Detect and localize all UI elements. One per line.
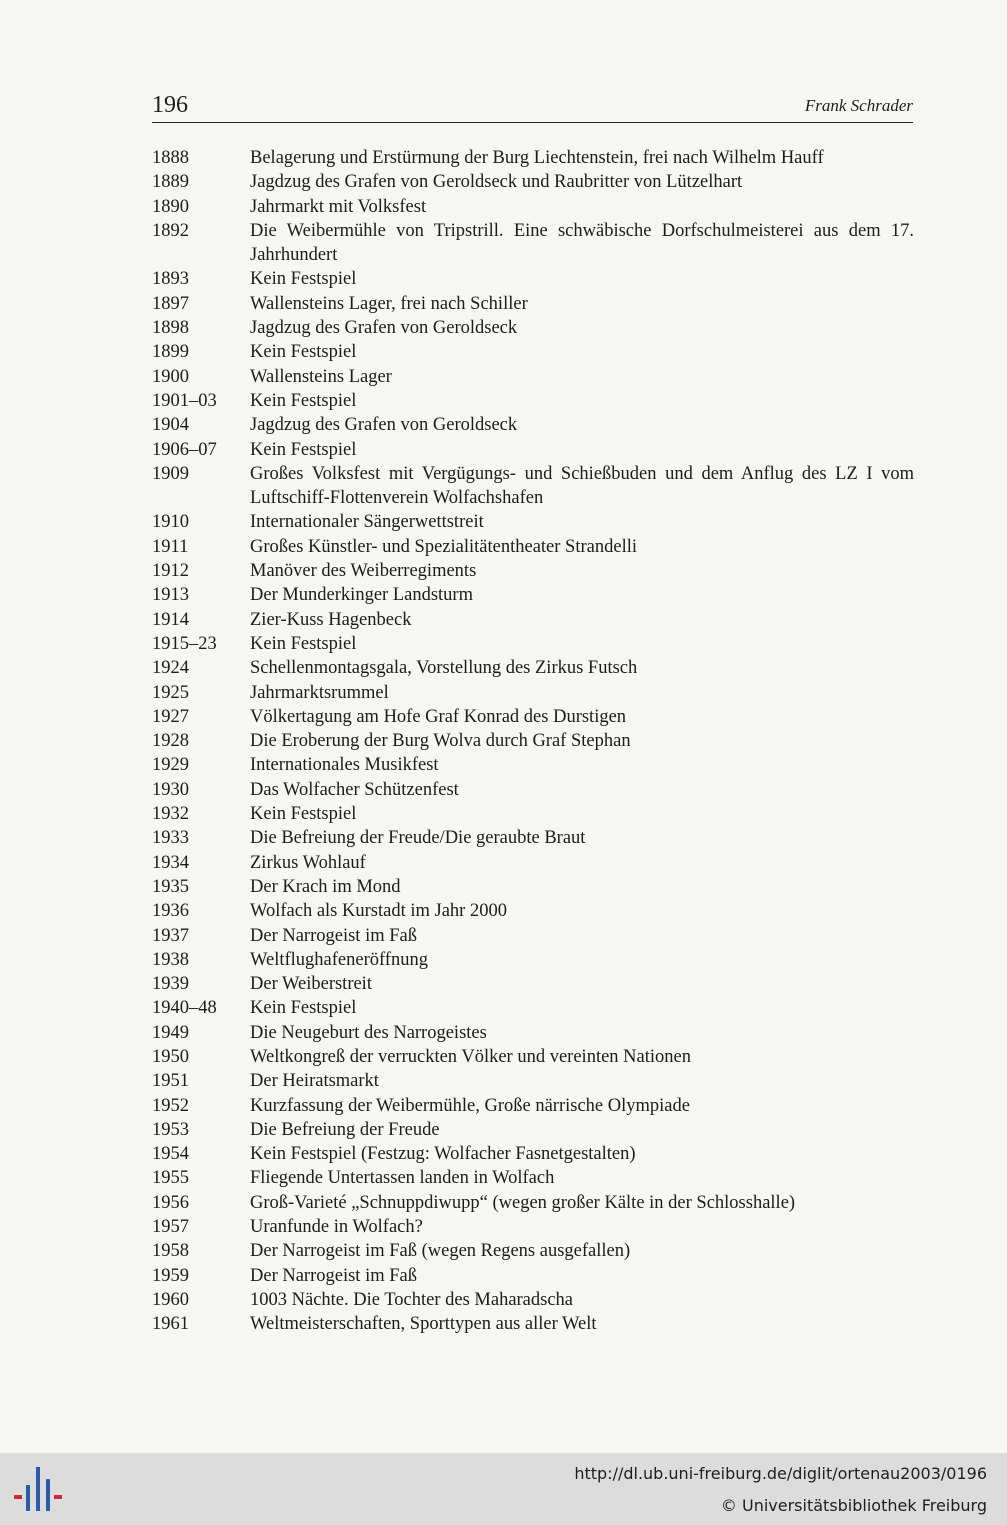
- list-item: [152, 389, 914, 413]
- list-item: [152, 365, 914, 389]
- entry-year: 1899: [152, 342, 189, 363]
- entry-year: 1889: [152, 172, 189, 193]
- list-item: [152, 924, 914, 948]
- entry-year: 1949: [152, 1022, 189, 1043]
- entry-year: 1933: [152, 828, 189, 849]
- entry-year: 1911: [152, 536, 189, 557]
- entry-year: 1955: [152, 1168, 189, 1189]
- list-item: [152, 705, 914, 729]
- entry-title: Völkertagung am Hofe Graf Konrad des Durstigen: [250, 706, 627, 727]
- list-item: [152, 267, 914, 291]
- entry-title: Weltflughafeneröffnung: [250, 949, 428, 970]
- entry-title: Kein Festspiel: [250, 269, 357, 290]
- entry-year: 1958: [152, 1241, 189, 1262]
- permalink-url[interactable]: http://dl.ub.uni-freiburg.de/diglit/ortenau2003/0196: [574, 1464, 987, 1483]
- list-item: [152, 1191, 914, 1215]
- entry-year: 1909: [152, 463, 189, 484]
- entry-title: Großes Volksfest mit Vergügungs- und Schießbuden und dem Anflug des LZ I vom Luftschiff-Flottenverein Wolfachshafen: [250, 463, 914, 509]
- entry-title: Der Heiratsmarkt: [250, 1071, 379, 1092]
- entry-title: Kein Festspiel: [250, 998, 357, 1019]
- list-item: [152, 1045, 914, 1069]
- list-item: [152, 681, 914, 705]
- entry-year: 1890: [152, 196, 189, 217]
- entry-title: Die Befreiung der Freude: [250, 1119, 440, 1140]
- entry-year: 1936: [152, 901, 189, 922]
- list-item: [152, 656, 914, 680]
- page-number: 196: [152, 92, 188, 118]
- entry-title: Belagerung und Erstürmung der Burg Liechtenstein, frei nach Wilhelm Hauff: [250, 148, 824, 168]
- list-item: [152, 972, 914, 996]
- entry-year: 1957: [152, 1217, 189, 1238]
- list-item: [152, 608, 914, 632]
- entry-year: 1912: [152, 561, 189, 582]
- library-footer: [0, 1453, 1007, 1525]
- entry-year: 1893: [152, 269, 189, 290]
- list-item: [152, 1069, 914, 1093]
- entry-title: Kein Festspiel: [250, 390, 357, 411]
- list-item: [152, 1166, 914, 1190]
- entry-title: Schellenmontagsgala, Vorstellung des Zirkus Futsch: [250, 658, 638, 679]
- running-head-author: Frank Schrader: [804, 96, 913, 115]
- list-item: [152, 559, 914, 583]
- list-item: [152, 1239, 914, 1263]
- entry-year: 1956: [152, 1192, 189, 1213]
- entry-year: 1950: [152, 1046, 189, 1067]
- list-item: [152, 753, 914, 777]
- festspiel-list: [152, 146, 914, 1337]
- list-item: [152, 1142, 914, 1166]
- entry-year: 1954: [152, 1144, 189, 1165]
- list-item: [152, 778, 914, 802]
- entry-year: 1961: [152, 1314, 189, 1335]
- entry-title: Internationaler Sängerwettstreit: [250, 512, 484, 533]
- entry-title: Die Weibermühle von Tripstrill. Eine schwäbische Dorfschulmeisterei aus dem 17. Jahrhundert: [250, 220, 914, 266]
- entry-year: 1898: [152, 318, 189, 339]
- entry-title: Der Narrogeist im Faß: [250, 1265, 417, 1286]
- entry-year: 1892: [152, 220, 189, 241]
- entry-title: Kein Festspiel: [250, 633, 357, 654]
- entry-year: 1888: [152, 148, 189, 168]
- entry-title: Die Befreiung der Freude/Die geraubte Braut: [250, 828, 586, 849]
- list-item: [152, 729, 914, 753]
- entry-year: 1928: [152, 731, 189, 752]
- list-item: [152, 462, 914, 511]
- entry-year: 1960: [152, 1289, 189, 1310]
- entry-year: 1900: [152, 366, 189, 387]
- list-item: [152, 996, 914, 1020]
- list-item: [152, 583, 914, 607]
- entry-year: 1901–03: [152, 390, 217, 411]
- entry-year: 1913: [152, 585, 189, 606]
- list-item: [152, 1021, 914, 1045]
- entry-title: Der Munderkinger Landsturm: [250, 585, 473, 606]
- entry-year: 1915–23: [152, 633, 217, 654]
- entry-title: Fliegende Untertassen landen in Wolfach: [250, 1168, 555, 1189]
- entry-title: Das Wolfacher Schützenfest: [250, 779, 459, 800]
- entry-year: 1932: [152, 804, 189, 825]
- list-item: [152, 1264, 914, 1288]
- list-item: [152, 826, 914, 850]
- entry-title: Weltkongreß der verruckten Völker und vereinten Nationen: [250, 1046, 691, 1067]
- entry-year: 1927: [152, 706, 189, 727]
- entry-year: 1910: [152, 512, 189, 533]
- entry-title: Kein Festspiel: [250, 342, 357, 363]
- list-item: [152, 802, 914, 826]
- entry-title: Jahrmarkt mit Volksfest: [250, 196, 427, 217]
- entry-title: Internationales Musikfest: [250, 755, 439, 776]
- entry-year: 1906–07: [152, 439, 217, 460]
- entry-title: Groß-Varieté „Schnuppdiwupp“ (wegen großer Kälte in der Schlosshalle): [250, 1192, 796, 1213]
- list-item: [152, 413, 914, 437]
- entry-title: Kein Festspiel: [250, 804, 357, 825]
- list-item: [152, 1288, 914, 1312]
- list-item: [152, 316, 914, 340]
- list-item: [152, 1094, 914, 1118]
- entry-title: Kein Festspiel: [250, 439, 357, 460]
- list-item: [152, 1118, 914, 1142]
- entry-title: Jahrmarktsrummel: [250, 682, 389, 703]
- entry-year: 1953: [152, 1119, 189, 1140]
- entry-title: Die Neugeburt des Narrogeistes: [250, 1022, 487, 1043]
- entry-title: Kurzfassung der Weibermühle, Große närrische Olympiade: [250, 1095, 690, 1116]
- entry-title: Weltmeisterschaften, Sporttypen aus aller Welt: [250, 1314, 597, 1335]
- entry-year: 1937: [152, 925, 189, 946]
- entry-year: 1904: [152, 415, 189, 436]
- entry-year: 1951: [152, 1071, 189, 1092]
- list-item: [152, 535, 914, 559]
- entry-year: 1914: [152, 609, 189, 630]
- list-item: [152, 948, 914, 972]
- entry-title: Der Krach im Mond: [250, 876, 401, 897]
- list-item: [152, 292, 914, 316]
- entry-title: Der Narrogeist im Faß (wegen Regens ausgefallen): [250, 1241, 631, 1262]
- entry-title: Wallensteins Lager, frei nach Schiller: [250, 293, 528, 314]
- entry-title: Manöver des Weiberregiments: [250, 561, 477, 582]
- list-item: [152, 146, 914, 170]
- copyright-notice: © Universitätsbibliothek Freiburg: [720, 1496, 987, 1515]
- entry-year: 1938: [152, 949, 189, 970]
- list-item: [152, 875, 914, 899]
- list-item: [152, 195, 914, 219]
- entry-year: 1934: [152, 852, 189, 873]
- entry-title: Die Eroberung der Burg Wolva durch Graf Stephan: [250, 731, 631, 752]
- entry-year: 1929: [152, 755, 189, 776]
- entry-year: 1925: [152, 682, 189, 703]
- entry-title: Der Narrogeist im Faß: [250, 925, 417, 946]
- entry-year: 1930: [152, 779, 189, 800]
- entry-title: Zirkus Wohlauf: [250, 852, 366, 873]
- entry-title: 1003 Nächte. Die Tochter des Maharadscha: [250, 1289, 574, 1310]
- list-item: [152, 219, 914, 268]
- ub-freiburg-logo-icon: [12, 1465, 64, 1515]
- list-item: [152, 1215, 914, 1239]
- entry-year: 1952: [152, 1095, 189, 1116]
- entry-title: Wallensteins Lager: [250, 366, 392, 387]
- page-header: [152, 90, 913, 123]
- entry-year: 1940–48: [152, 998, 217, 1019]
- entry-year: 1924: [152, 658, 189, 679]
- list-item: [152, 632, 914, 656]
- entry-title: Jagdzug des Grafen von Geroldseck: [250, 415, 518, 436]
- entry-year: 1935: [152, 876, 189, 897]
- list-item: [152, 438, 914, 462]
- list-item: [152, 510, 914, 534]
- list-item: [152, 170, 914, 194]
- entry-title: Jagdzug des Grafen von Geroldseck: [250, 318, 518, 339]
- entry-title: Wolfach als Kurstadt im Jahr 2000: [250, 901, 507, 922]
- entry-title: Zier-Kuss Hagenbeck: [250, 609, 412, 630]
- entry-title: Großes Künstler- und Spezialitätentheater Strandelli: [250, 536, 637, 557]
- entry-year: 1959: [152, 1265, 189, 1286]
- entry-title: Uranfunde in Wolfach?: [250, 1217, 423, 1238]
- entry-year: 1897: [152, 293, 189, 314]
- list-item: [152, 1312, 914, 1336]
- entry-title: Kein Festspiel (Festzug: Wolfacher Fasnetgestalten): [250, 1144, 636, 1165]
- entry-title: Der Weiberstreit: [250, 974, 372, 995]
- entry-title: Jagdzug des Grafen von Geroldseck und Raubritter von Lützelhart: [250, 172, 743, 193]
- list-item: [152, 851, 914, 875]
- list-item: [152, 340, 914, 364]
- entry-year: 1939: [152, 974, 189, 995]
- list-item: [152, 899, 914, 923]
